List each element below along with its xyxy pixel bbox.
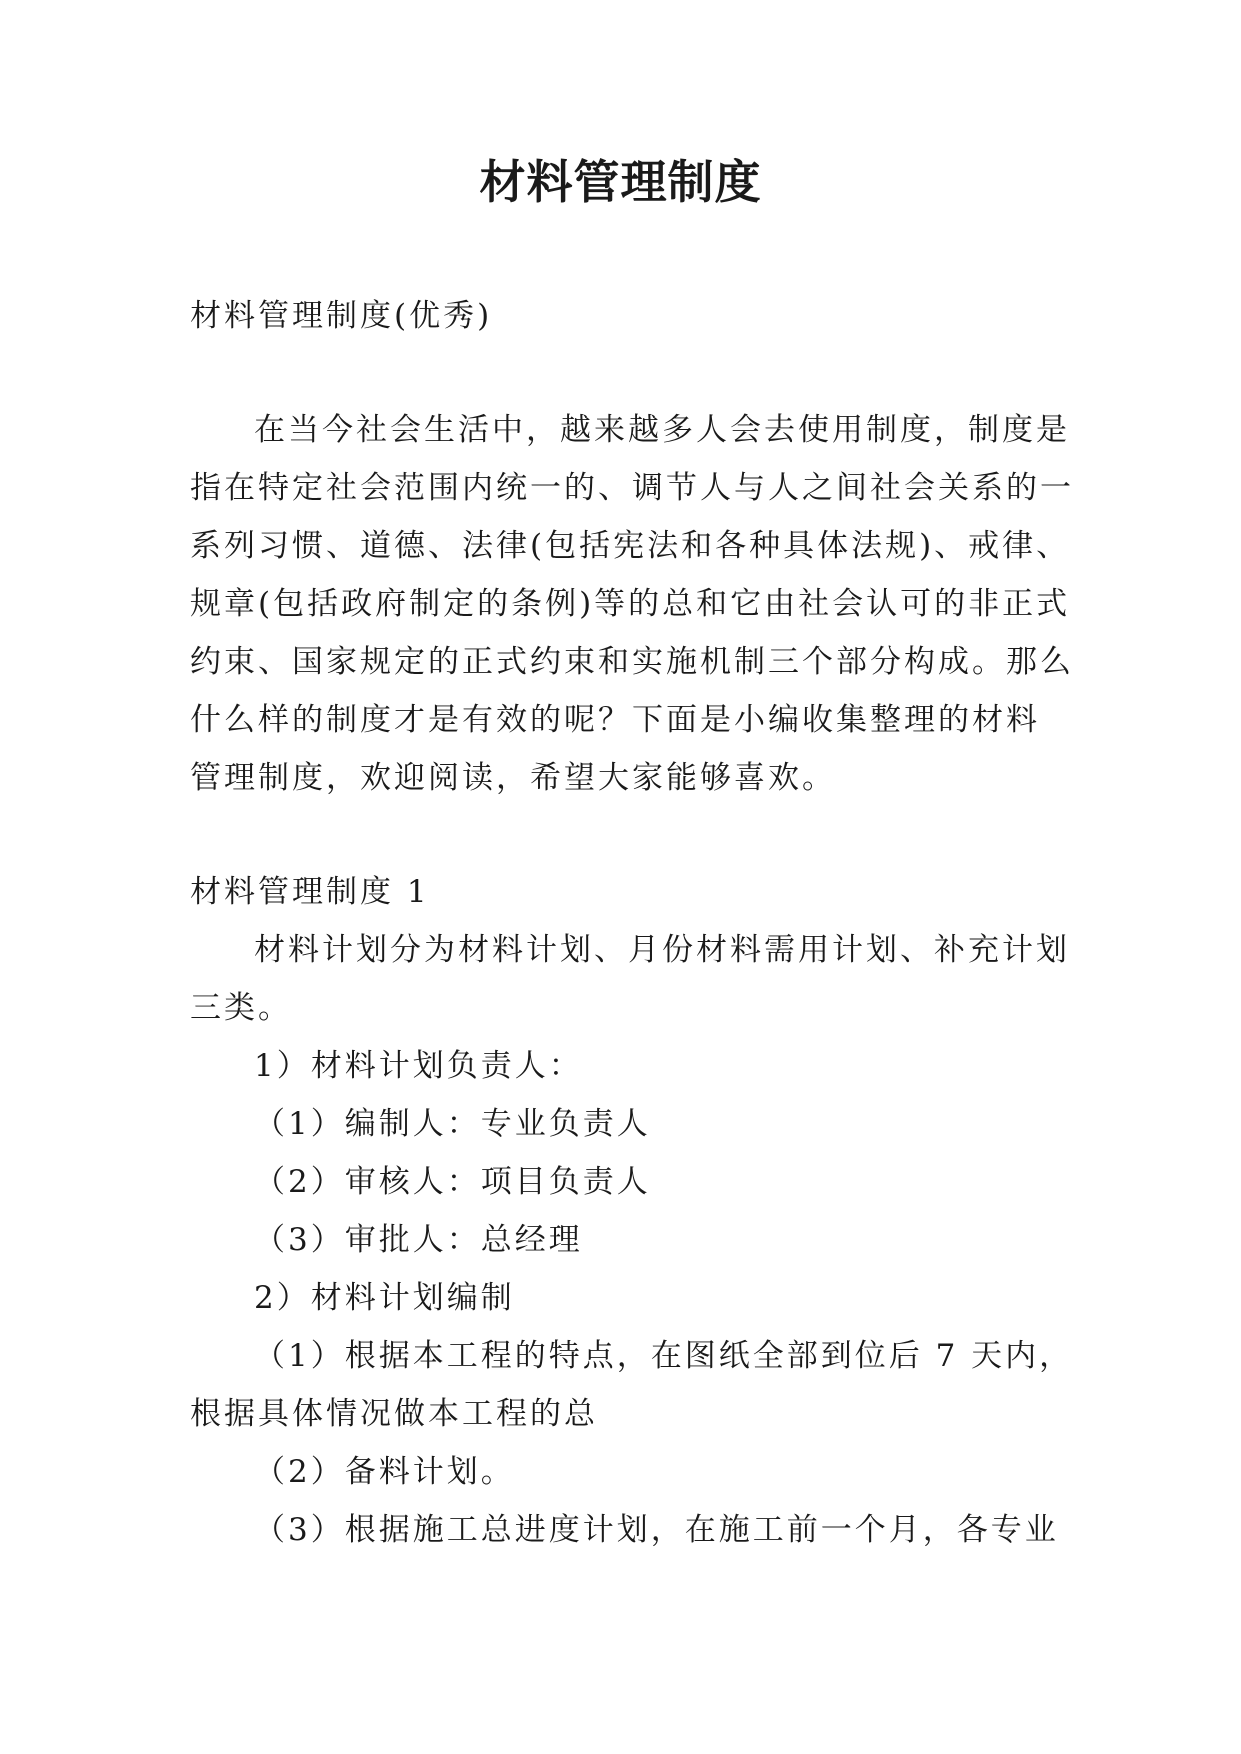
list-item: （3）审批人：总经理 — [254, 1222, 583, 1258]
paragraph-line: 根据具体情况做本工程的总 — [190, 1396, 598, 1432]
list-item: （2）审核人：项目负责人 — [254, 1164, 651, 1200]
list-item: （1）编制人：专业负责人 — [254, 1106, 651, 1142]
paragraph-line: 在当今社会生活中，越来越多人会去使用制度，制度是 — [254, 412, 1070, 448]
list-item: 2）材料计划编制 — [254, 1280, 515, 1316]
list-item: （2）备料计划。 — [254, 1454, 515, 1490]
list-item: 1）材料计划负责人： — [254, 1048, 583, 1084]
paragraph-line: 管理制度，欢迎阅读，希望大家能够喜欢。 — [190, 760, 836, 796]
paragraph-line: 材料计划分为材料计划、月份材料需用计划、补充计划 — [254, 932, 1070, 968]
document-title: 材料管理制度 — [479, 155, 762, 209]
paragraph-line: 系列习惯、道德、法律(包括宪法和各种具体法规)、戒律、 — [190, 528, 1071, 564]
section-heading: 材料管理制度 1 — [190, 874, 430, 910]
list-item: （1）根据本工程的特点，在图纸全部到位后 7 天内， — [254, 1338, 1074, 1374]
paragraph-line: 约束、国家规定的正式约束和实施机制三个部分构成。那么 — [190, 644, 1074, 680]
list-item: （3）根据施工总进度计划，在施工前一个月，各专业 — [254, 1512, 1059, 1548]
paragraph-line: 指在特定社会范围内统一的、调节人与人之间社会关系的一 — [190, 470, 1074, 506]
paragraph-line: 三类。 — [190, 990, 292, 1026]
paragraph-line: 什么样的制度才是有效的呢？下面是小编收集整理的材料 — [190, 702, 1040, 738]
paragraph-line: 规章(包括政府制定的条例)等的总和它由社会认可的非正式 — [190, 586, 1071, 622]
document-subtitle: 材料管理制度(优秀) — [190, 298, 493, 334]
